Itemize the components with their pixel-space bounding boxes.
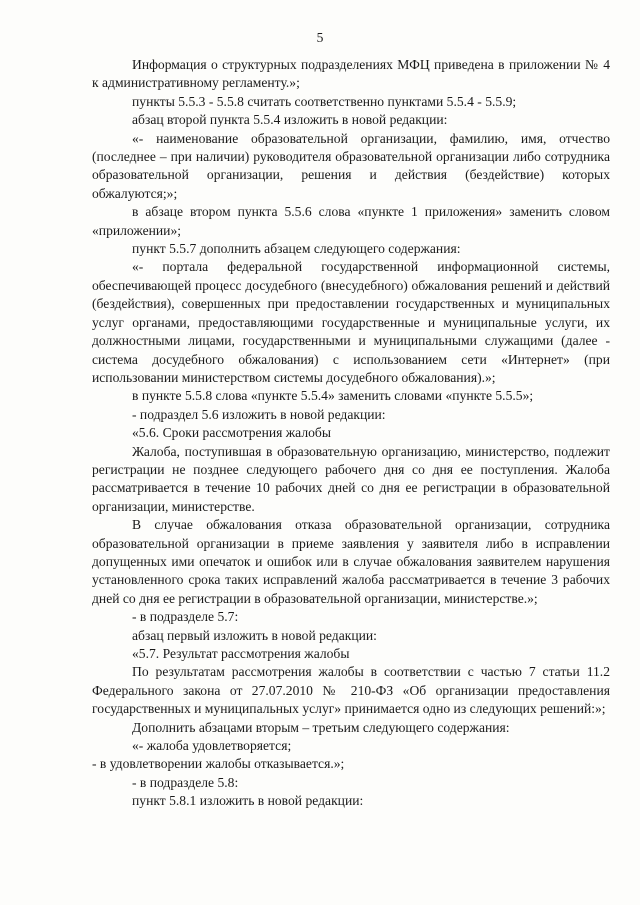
paragraph-renumber-points: пункты 5.5.3 - 5.5.8 считать соответственно пунктами 5.5.4 - 5.5.9; [132,93,517,109]
paragraph-5-6-refusal: В случае обжалования отказа образовательной организации, сотрудника образовательной организации в приеме заявления у заявителя либо в исправлении допущенных ими опечаток и ошибок или в случае обжалования заявителем нарушения установленного срока таких исправлений жалоба рассматривается в течение 3 рабочих дней со дня ее регистрации в образовательной организации, министерстве.»; [92,517,610,606]
paragraph-5-6-intro: - подраздел 5.6 изложить в новой редакции: [132,406,386,422]
document-body [92,56,610,811]
paragraph-mfc-info: Информация о структурных подразделениях МФЦ приведена в приложении № 4 к административному регламенту.»; [92,57,610,91]
paragraph-5-5-8-change: в пункте 5.5.8 слова «пункте 5.5.4» заменить словами «пункте 5.5.5»; [132,388,534,404]
paragraph-5-7-result: По результатам рассмотрения жалобы в соответствии с частью 7 статьи 11.2 Федерального закона от 27.07.2010 № 210-ФЗ «Об организации предоставления государственных и муниципальных услуг» принимается одно из следующих решений:»; [92,664,610,717]
paragraph-5-5-7-intro: пункт 5.5.7 дополнить абзацем следующего содержания: [132,241,461,257]
paragraph-5-5-6-change: в абзаце втором пункта 5.5.6 слова «пункте 1 приложения» заменить словом «приложении»; [92,204,610,238]
paragraph-5-6-registration: Жалоба, поступившая в образовательную организацию, министерство, подлежит регистрации не позднее следующего рабочего дня со дня ее поступления. Жалоба рассматривается в течение 10 рабочих дней со дня ее регистрации в образовательной организации, министерстве. [92,443,610,514]
page-number: 5 [316,30,324,45]
paragraph-supplement: Дополнить абзацами вторым – третьим следующего содержания: [132,719,510,735]
paragraph-5-6-heading: «5.6. Сроки рассмотрения жалобы [132,425,331,441]
paragraph-satisfied: «- жалоба удовлетворяется; [132,738,292,754]
paragraph-5-5-7-text: «- портала федеральной государственной информационной системы, обеспечивающей процесс досудебного (внесудебного) обжалования решений и действий (бездействия), совершенных при предоставлении государственных и муниципальных услуг органами, предоставляющими государственные и муниципальные услуги, их должностными лицами, государственными и муниципальными служащими (далее - система досудебного обжалования) с использованием сети «Интернет» (при использовании министерством системы досудебного обжалования).»; [92,259,610,385]
paragraph-5-7-heading: «5.7. Результат рассмотрения жалобы [132,646,350,661]
paragraph-5-8-intro: - в подразделе 5.8: [132,774,239,790]
paragraph-5-8-1: пункт 5.8.1 изложить в новой редакции: [132,793,364,809]
paragraph-5-7-intro: - в подразделе 5.7: [132,609,239,625]
paragraph-5-5-4-intro: абзац второй пункта 5.5.4 изложить в новой редакции: [132,112,448,128]
paragraph-refused: - в удовлетворении жалобы отказывается.»; [92,756,345,772]
paragraph-5-5-4-text: «- наименование образовательной организации, фамилию, имя, отчество (последнее – при наличии) руководителя образовательной организации либо сотрудника образовательной организации, решения и действия (бездействие) которых обжалуются;»; [92,130,610,201]
paragraph-5-7-first: абзац первый изложить в новой редакции: [132,627,377,643]
